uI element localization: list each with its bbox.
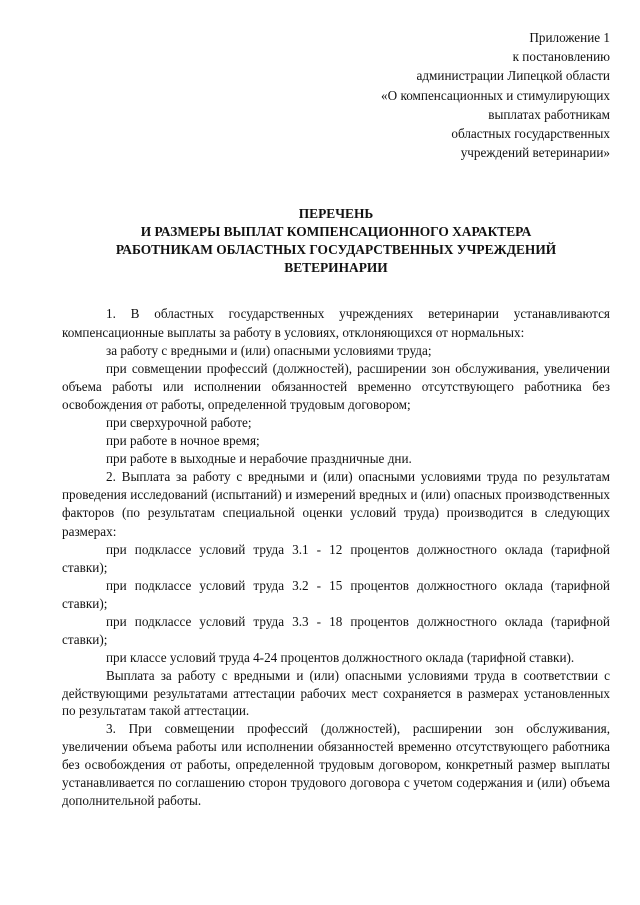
paragraph-item: при сверхурочной работе; — [106, 414, 252, 430]
title-line: РАБОТНИКАМ ОБЛАСТНЫХ ГОСУДАРСТВЕННЫХ УЧРЕЖДЕНИЙ — [115, 242, 557, 258]
paragraph-item: при совмещении профессий (должностей), расширении зон обслуживания, увеличении объема работы или исполнении обязанностей временно отсутствующего работника без освобождения от работы, определенной трудовым договором; — [62, 360, 610, 412]
paragraph-item: при работе в выходные и нерабочие праздничные дни. — [106, 451, 412, 467]
title-line: ПЕРЕЧЕНЬ — [298, 206, 374, 222]
appendix-line: к постановлению — [512, 49, 610, 65]
appendix-line: Приложение 1 — [529, 30, 610, 45]
appendix-header — [62, 28, 610, 162]
paragraph-section-1: 1. В областных государственных учреждениях ветеринарии устанавливаются компенсационные выплаты за работу в условиях, отклоняющихся от нормальных: — [62, 306, 610, 340]
paragraph-attestation: Выплата за работу с вредными и (или) опасными условиями труда в соответствии с действующими результатами аттестации рабочих мест сохраняется в размерах установленных по результатам такой аттестации. — [62, 668, 610, 719]
document-title — [62, 205, 610, 277]
paragraph-item: при подклассе условий труда 3.1 - 12 процентов должностного оклада (тарифной ставки); — [62, 541, 610, 575]
appendix-line: выплатах работникам — [488, 106, 610, 122]
title-line: ВЕТЕРИНАРИИ — [284, 260, 388, 276]
appendix-line: областных государственных — [451, 126, 610, 142]
paragraph-section-2: 2. Выплата за работу с вредными и (или) опасными условиями труда по результатам проведения исследований (испытаний) и измерений вредных и (или) опасных производственных факторов (по результатам специальной оценки условий труда) производится в следующих размерах: — [62, 469, 610, 539]
paragraph-item: при подклассе условий труда 3.3 - 18 процентов должностного оклада (тарифной ставки); — [62, 614, 610, 648]
document-body — [62, 305, 610, 810]
paragraph-item: при классе условий труда 4-24 процентов должностного оклада (тарифной ставки). — [106, 650, 575, 666]
title-line: И РАЗМЕРЫ ВЫПЛАТ КОМПЕНСАЦИОННОГО ХАРАКТЕРА — [140, 224, 532, 240]
appendix-line: «О компенсационных и стимулирующих — [381, 87, 610, 103]
paragraph-item: при подклассе условий труда 3.2 - 15 процентов должностного оклада (тарифной ставки); — [62, 577, 610, 611]
appendix-line: учреждений ветеринарии» — [460, 145, 610, 161]
paragraph-section-3: 3. При совмещении профессий (должностей), расширении зон обслуживания, увеличении объема работы или исполнении обязанностей временно отсутствующего работника без освобождения от работы, определенной трудовым договором, конкретный размер выплаты устанавливается по соглашению сторон трудового договора с учетом содержания и (или) объема дополнительной работы. — [62, 721, 610, 809]
paragraph-item: при работе в ночное время; — [106, 433, 260, 449]
appendix-line: администрации Липецкой области — [416, 68, 610, 84]
paragraph-item: за работу с вредными и (или) опасными условиями труда; — [106, 342, 432, 358]
